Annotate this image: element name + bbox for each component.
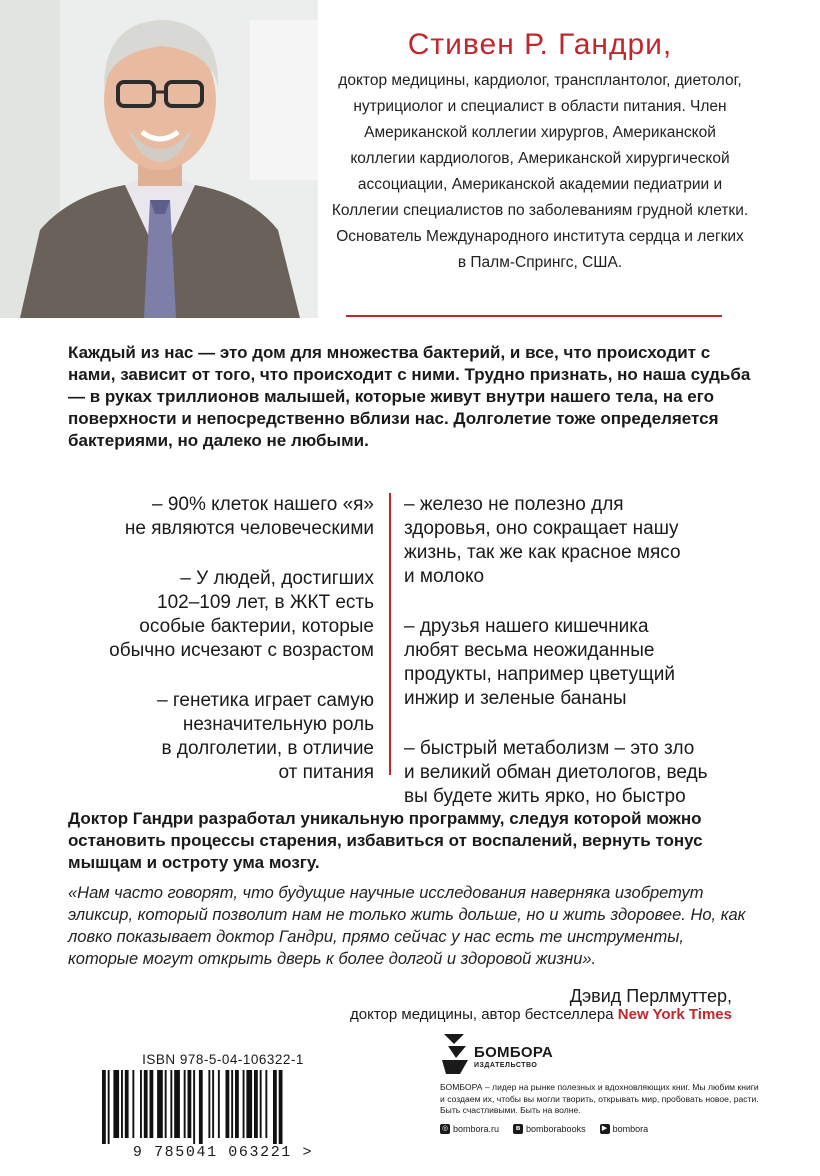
quote-author: Дэвид Перлмуттер, — [569, 986, 732, 1006]
isbn-label: ISBN 978-5-04-106322-1 — [142, 1052, 304, 1067]
barcode-bar — [254, 1070, 258, 1138]
program-paragraph: Доктор Гандри разработал уникальную программу, следуя которой можно остановить процессы старения, избавиться от воспалений, вернуть тонус мышцам и остроту ума мозгу. — [68, 809, 703, 872]
publisher-name: БОМБОРА — [474, 1044, 554, 1061]
review-quote: «Нам часто говорят, что будущие научные исследования наверняка изобретут эликсир, который позволит нам не только жить дольше, но и жить здоровее. Но, как ловко показывает доктор Гандри, прямо сейчас у нас есть те инструменты, которые могут открыть дверь к более долгой и здоровой жизни». — [68, 884, 746, 968]
social-label: bombora — [612, 1124, 649, 1134]
fact-item: – железо не полезно для здоровья, оно сокращает нашу жизнь, так же как красное мясо и молоко — [404, 494, 681, 587]
quote-role-highlight: New York Times — [617, 1006, 732, 1023]
barcode-bar — [273, 1070, 277, 1144]
fact-item: – У людей, достигших 102–109 лет, в ЖКТ есть особые бактерии, которые обычно исчезают с возрастом — [109, 568, 374, 661]
barcode-bar — [231, 1070, 233, 1138]
facts-right-column — [404, 493, 764, 835]
barcode-bar — [108, 1070, 110, 1144]
barcode-bar — [243, 1070, 245, 1138]
social-label: bombora.ru — [453, 1124, 500, 1134]
social-link[interactable] — [600, 1124, 649, 1134]
barcode-bar — [170, 1070, 172, 1138]
barcode-bar — [144, 1070, 148, 1138]
barcode-bar — [218, 1070, 220, 1138]
fact-item: – генетика играет самую незначительную роль в долголетии, в отличие от питания — [157, 690, 374, 783]
barcode-bar — [184, 1070, 186, 1138]
barcode-bar — [246, 1070, 252, 1138]
barcode — [86, 1052, 360, 1164]
publisher-description: БОМБОРА – лидер на рынке полезных и вдохновляющих книг. Мы любим книги и создаем их, чтобы вы могли творить, открывать мир, пробовать новое, расти. Быть счастливыми. Быть на волне. — [440, 1082, 759, 1115]
facts-divider — [389, 493, 391, 775]
fact-item: – быстрый метаболизм – это зло и великий обман диетологов, ведь вы будете жить ярко, но быстро — [404, 738, 708, 807]
youtube-telegram-icon: ▶ — [600, 1124, 610, 1134]
barcode-bar — [150, 1070, 154, 1138]
barcode-bar — [121, 1070, 123, 1138]
social-label: bomborabooks — [526, 1124, 586, 1134]
fact-item: – друзья нашего кишечника любят весьма неожиданные продукты, например цветущий инжир и зеленые бананы — [404, 616, 676, 709]
barcode-bar — [102, 1070, 106, 1144]
barcode-bar — [260, 1070, 262, 1138]
fact-item: – 90% клеток нашего «я» не являются человеческими — [124, 494, 374, 539]
publisher-logo-icon — [440, 1030, 470, 1076]
vk-icon: в — [513, 1124, 523, 1134]
barcode-bar — [199, 1070, 203, 1144]
barcode-bars — [102, 1070, 344, 1144]
social-link[interactable] — [440, 1124, 499, 1134]
barcode-bar — [140, 1070, 142, 1138]
barcode-bar — [165, 1070, 167, 1138]
publisher-subtitle: ИЗДАТЕЛЬСТВО — [474, 1062, 538, 1069]
instagram-icon: ◎ — [441, 1125, 449, 1132]
barcode-bar — [235, 1070, 239, 1138]
facts-left-column — [70, 493, 374, 811]
divider-red — [346, 315, 722, 317]
barcode-bar — [132, 1070, 134, 1138]
author-bio: доктор медицины, кардиолог, трансплантолог, диетолог, нутрициолог и специалист в области питания. Член Американской коллегии хирургов, Американской коллегии кардиологов, Американской хирургической ассоциации, Американской академии педиатрии и Коллегии специалистов по заболеваниям грудной клетки. Основатель Международного института сердца и легких в Палм-Спрингс, США. — [331, 72, 749, 271]
barcode-digits: 9 785041 063221 > — [132, 1144, 314, 1161]
barcode-bar — [212, 1070, 214, 1138]
quote-role — [200, 1005, 732, 1025]
barcode-bar — [279, 1070, 283, 1144]
social-link[interactable] — [513, 1124, 586, 1134]
author-name: Стивен Р. Гандри, — [407, 28, 673, 61]
barcode-bar — [157, 1070, 163, 1138]
barcode-bar — [208, 1070, 210, 1138]
barcode-bar — [193, 1070, 195, 1144]
barcode-bar — [174, 1070, 180, 1138]
quote-role-text: доктор медицины, автор бестселлера — [350, 1006, 614, 1023]
barcode-bar — [188, 1070, 192, 1138]
author-photo — [0, 0, 318, 318]
barcode-bar — [226, 1070, 230, 1138]
lead-paragraph: Каждый из нас — это дом для множества бактерий, и все, что происходит с нами, зависит от того, что происходит с ними. Трудно признать, но наша судьба — в руках триллионов малышей, которые живут внутри нашего тела, на его поверхности и непосредственно вблизи нас. Долголетие тоже определяется бактериями, но далеко не любыми. — [68, 343, 751, 450]
barcode-bar — [125, 1070, 129, 1138]
barcode-bar — [113, 1070, 119, 1138]
publisher-socials — [440, 1124, 760, 1134]
barcode-bar — [265, 1070, 267, 1138]
